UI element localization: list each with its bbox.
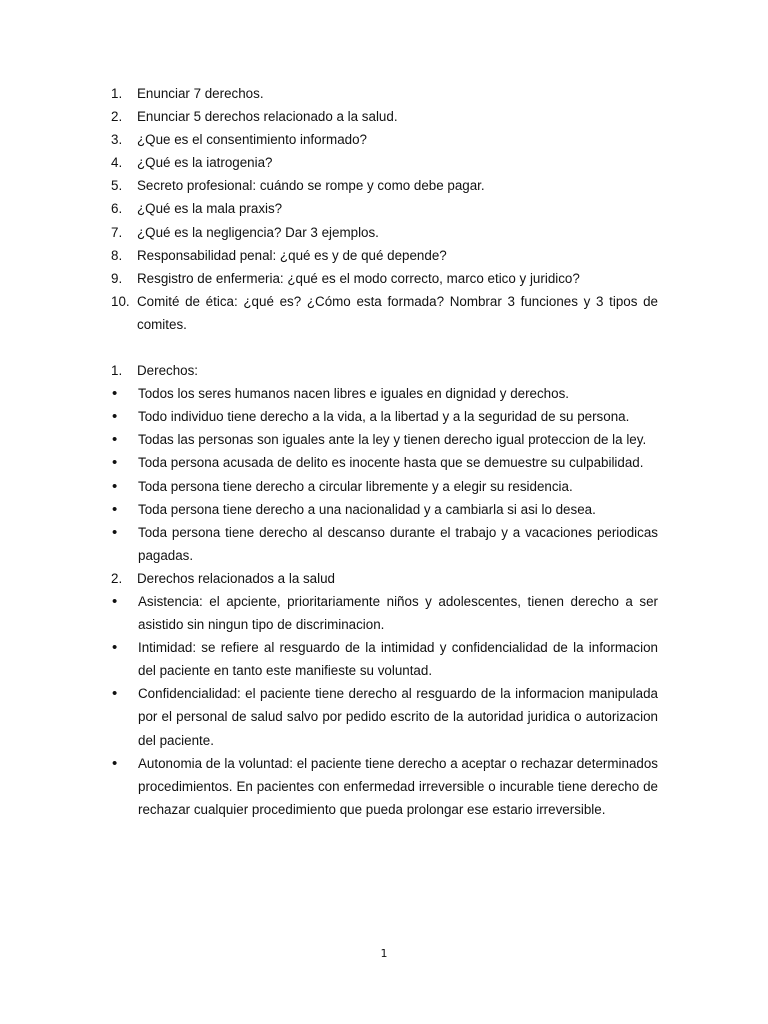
question-item [111,128,658,151]
bullet-icon: • [112,523,118,541]
bullet-text: Toda persona tiene derecho al descanso durante el trabajo y a vacaciones periodicas pagadas. [138,524,658,563]
bullet-text: Intimidad: se refiere al resguardo de la intimidad y confidencialidad de la informacion del paciente en tanto este manifieste su voluntad. [138,640,658,679]
section-title: Derechos: [137,363,199,379]
bullet-text: Todo individuo tiene derecho a la vida, a la libertad y a la seguridad de su persona. [138,409,630,425]
section-heading [111,359,658,382]
question-text: ¿Que es el consentimiento informado? [137,132,367,148]
bullet-icon: • [112,385,118,403]
bullet-text: Toda persona tiene derecho a una nacionalidad y a cambiarla si asi lo desea. [138,501,596,517]
question-number: 5. [111,178,123,194]
page-number: 1 [380,947,388,960]
question-item [111,197,658,220]
question-number: 10. [111,293,130,309]
section-derechos-salud [111,567,658,821]
question-number: 7. [111,224,123,240]
question-text: Comité de ética: ¿qué es? ¿Cómo esta formada? Nombrar 3 funciones y 3 tipos de comites. [137,293,658,332]
bullet-text: Toda persona tiene derecho a circular libremente y a elegir su residencia. [138,478,573,494]
question-text: Enunciar 5 derechos relacionado a la salud. [137,109,398,125]
bullet-icon: • [112,431,118,449]
question-item [111,290,658,336]
bullet-text: Todos los seres humanos nacen libres e iguales en dignidad y derechos. [138,386,569,402]
section-number: 2. [111,570,123,586]
bullet-icon: • [112,754,118,772]
question-number: 1. [111,86,123,101]
bullet-item [111,451,658,474]
bullet-item [111,428,658,451]
questions-list [111,82,658,336]
bullet-icon: • [112,685,118,703]
question-item [111,221,658,244]
bullet-icon: • [112,454,118,472]
bullet-text: Autonomia de la voluntad: el paciente tiene derecho a aceptar o rechazar determinados procedimientos. En pacientes con enfermedad irreversible o incurable tiene derecho de rechazar cualquier procedimiento que pueda prolongar ese estario irreversible. [138,755,658,817]
bullet-item [111,475,658,498]
bullet-item [111,636,658,682]
bullet-item [111,405,658,428]
bullet-item [111,521,658,567]
question-number: 6. [111,201,123,217]
section-gap [111,336,658,359]
bullet-icon: • [112,500,118,518]
bullet-icon: • [112,477,118,495]
question-text: Secreto profesional: cuándo se rompe y como debe pagar. [137,178,485,194]
question-item [111,244,658,267]
question-text: ¿Qué es la mala praxis? [137,201,283,217]
bullet-item [111,382,658,405]
question-number: 4. [111,155,123,171]
bullet-text: Todas las personas son iguales ante la ley y tienen derecho igual proteccion de la ley. [138,432,647,448]
question-item [111,151,658,174]
document-body [111,82,658,821]
bullet-text: Asistencia: el apciente, prioritariamente niños y adolescentes, tienen derecho a ser asistido sin ningun tipo de discriminacion. [138,593,658,633]
question-text: Responsabilidad penal: ¿qué es y de qué depende? [137,247,447,263]
question-number: 8. [111,247,123,263]
section-title: Derechos relacionados a la salud [137,570,336,586]
question-text: Resgistro de enfermeria: ¿qué es el modo correcto, marco etico y juridico? [137,270,580,286]
question-text: ¿Qué es la negligencia? Dar 3 ejemplos. [137,224,379,240]
section-derechos [111,359,658,567]
bullet-item [111,498,658,521]
question-text: Enunciar 7 derechos. [137,86,264,101]
section-number: 1. [111,363,123,379]
question-item [111,82,658,105]
question-number: 3. [111,132,123,148]
bullet-icon: • [112,408,118,426]
bullet-icon: • [112,592,118,610]
question-text: ¿Qué es la iatrogenia? [137,155,273,171]
question-item [111,105,658,128]
bullet-item [111,590,658,636]
bullet-item [111,682,658,751]
question-number: 9. [111,270,123,286]
bullet-icon: • [112,639,118,657]
question-number: 2. [111,109,123,125]
bullet-text: Toda persona acusada de delito es inocente hasta que se demuestre su culpabilidad. [138,455,644,471]
bullet-item [111,752,658,821]
question-item [111,174,658,197]
bullet-text: Confidencialidad: el paciente tiene derecho al resguardo de la informacion manipulada por el personal de salud salvo por pedido escrito de la autoridad juridica o autorizacion del paciente. [138,686,658,748]
section-heading [111,567,658,590]
question-item [111,267,658,290]
